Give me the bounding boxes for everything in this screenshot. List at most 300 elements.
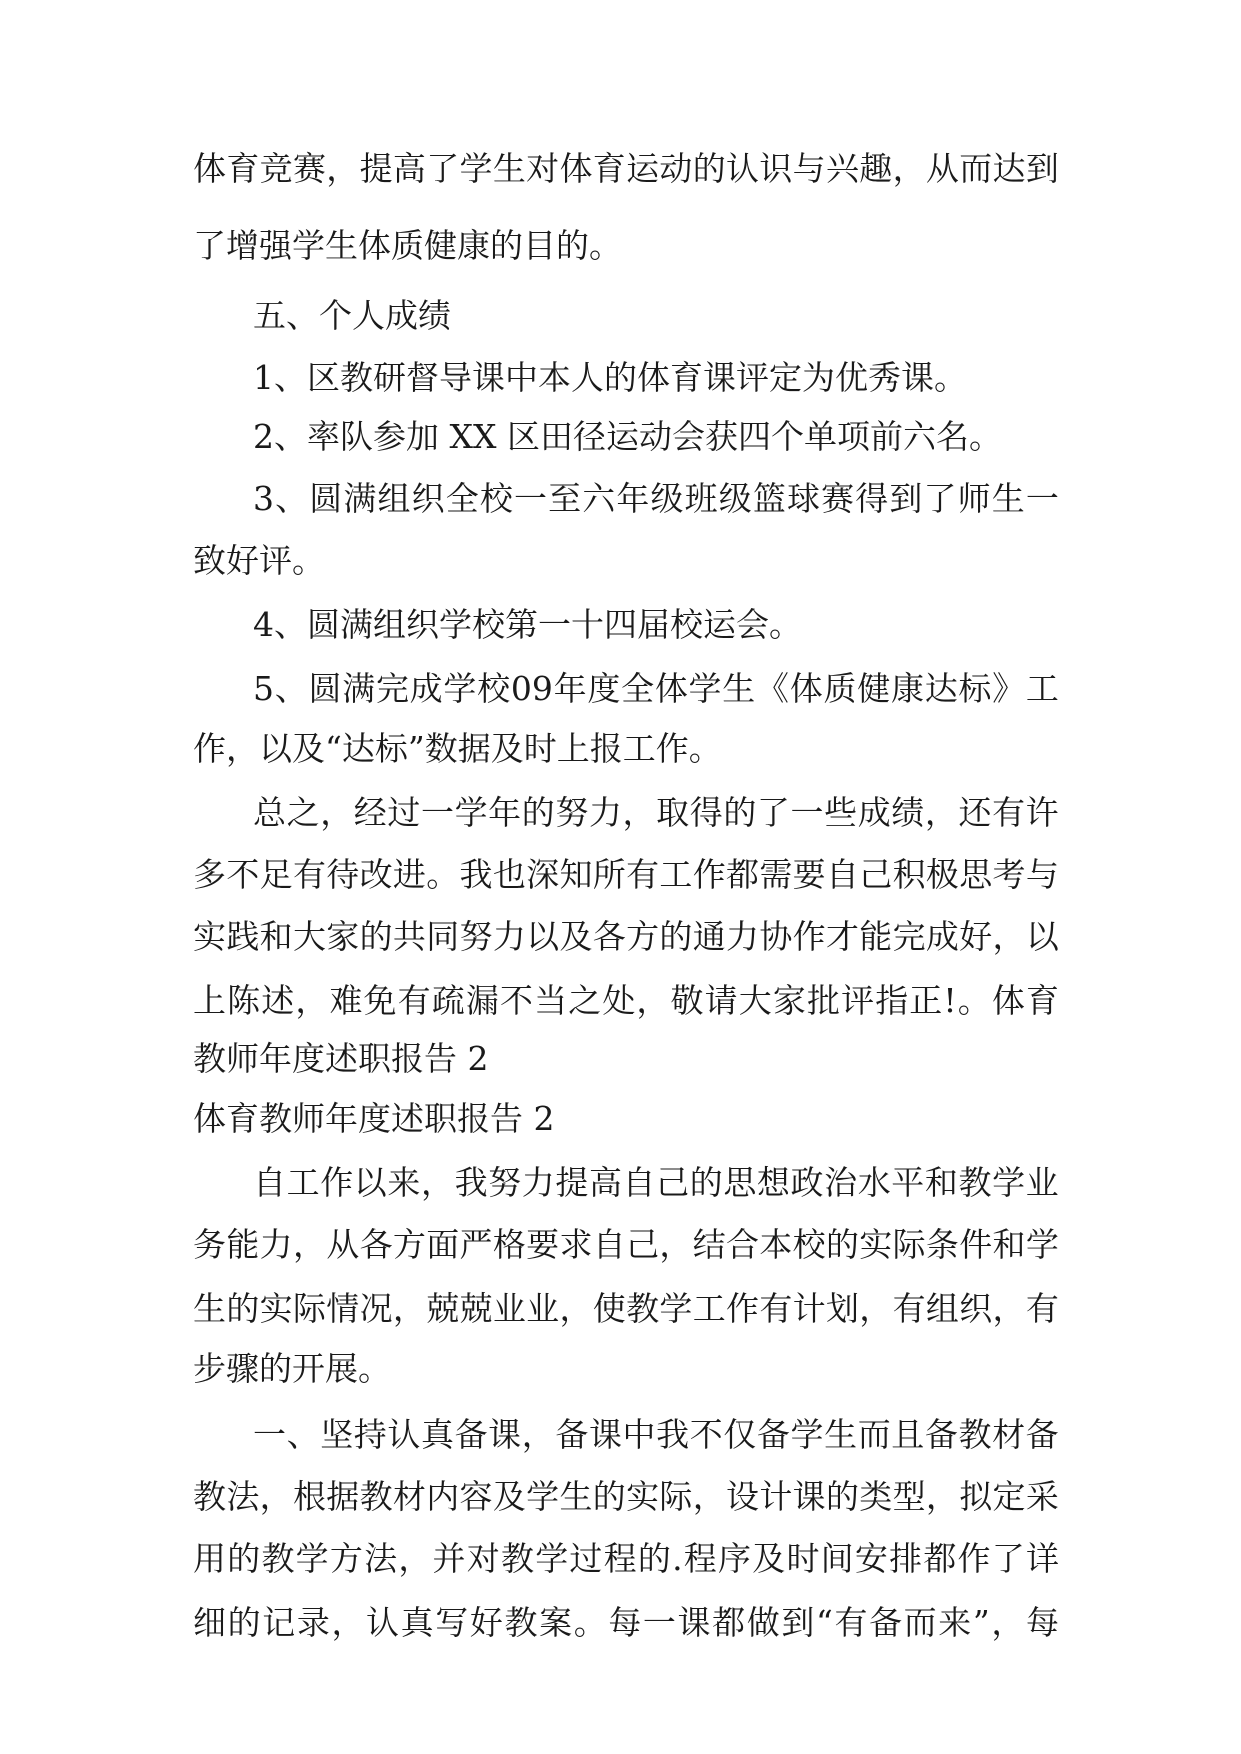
glyph: 到 — [889, 479, 923, 518]
glyph: 些 — [824, 793, 858, 832]
glyph: 不 — [689, 1415, 723, 1454]
glyph: 都 — [712, 1603, 746, 1642]
glyph: 作 — [792, 917, 826, 956]
glyph: 思 — [723, 1163, 757, 1202]
glyph: 类 — [859, 1477, 893, 1516]
glyph: 年 — [553, 669, 587, 708]
glyph: 一 — [514, 479, 547, 518]
glyph: 面 — [426, 1225, 460, 1264]
glyph: 进 — [392, 855, 426, 894]
glyph: 好 — [469, 1603, 503, 1642]
glyph: 序 — [718, 1539, 751, 1578]
glyph: ， — [859, 1289, 893, 1328]
text-line-content — [193, 914, 1059, 960]
text-line — [0, 146, 1241, 192]
glyph: 到 — [781, 1603, 815, 1642]
text-line — [0, 1222, 1241, 1268]
glyph: “ — [815, 1603, 833, 1642]
text-line — [0, 978, 1241, 1024]
text-line-content: 作，以及“达标”数据及时上报工作。 — [193, 729, 722, 768]
glyph: 和 — [259, 917, 293, 956]
glyph: 坚 — [320, 1415, 354, 1454]
glyph: 严 — [459, 1225, 493, 1264]
glyph: 圆 — [308, 669, 342, 708]
glyph: ， — [924, 793, 958, 832]
glyph: 践 — [226, 917, 260, 956]
glyph: 教 — [193, 1477, 226, 1516]
glyph: 努 — [555, 793, 589, 832]
glyph: 考 — [992, 855, 1026, 894]
glyph: 要 — [792, 855, 826, 894]
glyph: 了 — [426, 149, 460, 188]
glyph: 敬 — [670, 981, 704, 1020]
glyph: 自 — [825, 855, 859, 894]
glyph: 以 — [353, 1163, 387, 1202]
glyph: 治 — [824, 1163, 858, 1202]
glyph: 定 — [992, 1477, 1026, 1516]
text-line — [0, 726, 1241, 772]
glyph: 法 — [226, 1477, 260, 1516]
glyph: ， — [992, 1289, 1026, 1328]
glyph: 法 — [364, 1539, 398, 1578]
glyph: 总 — [253, 793, 286, 832]
glyph: 教 — [261, 1539, 295, 1578]
glyph: 用 — [193, 1539, 226, 1578]
glyph: ， — [636, 981, 670, 1020]
glyph: 做 — [746, 1603, 780, 1642]
glyph: 拟 — [959, 1477, 993, 1516]
text-line — [0, 1412, 1241, 1458]
glyph: 真 — [420, 1415, 454, 1454]
glyph: 圆 — [309, 479, 343, 518]
glyph: 学 — [526, 1477, 560, 1516]
glyph: 的 — [227, 1539, 261, 1578]
glyph: 中 — [622, 1415, 656, 1454]
glyph: ， — [331, 1603, 365, 1642]
glyph: 的 — [226, 1289, 260, 1328]
glyph: 极 — [925, 855, 959, 894]
glyph: 的 — [825, 1477, 859, 1516]
glyph: 球 — [787, 479, 820, 518]
glyph: 待 — [326, 855, 360, 894]
glyph: 要 — [526, 1225, 560, 1264]
glyph: 有 — [1025, 1289, 1059, 1328]
text-line-content — [193, 978, 1059, 1024]
glyph: 免 — [363, 981, 397, 1020]
glyph: 提 — [359, 149, 393, 188]
glyph: 结 — [692, 1225, 726, 1264]
text-line-content — [253, 666, 1059, 712]
glyph: ， — [420, 1163, 454, 1202]
glyph: 得 — [689, 793, 723, 832]
glyph: 六 — [582, 479, 616, 518]
text-line-content: 了增强学生体质健康的目的。 — [193, 226, 622, 265]
glyph: 的 — [689, 1163, 723, 1202]
glyph: 我 — [656, 1415, 690, 1454]
glyph: 我 — [454, 1163, 488, 1202]
text-line-content — [193, 852, 1059, 898]
glyph: 各 — [592, 917, 626, 956]
glyph: 大 — [292, 917, 326, 956]
glyph: 一 — [253, 1415, 286, 1454]
glyph: 《 — [756, 669, 790, 708]
glyph: 自 — [253, 1163, 286, 1202]
glyph: 至 — [548, 479, 582, 518]
glyph: 备 — [555, 1415, 589, 1454]
glyph: 安 — [854, 1539, 888, 1578]
glyph: 努 — [488, 1163, 522, 1202]
glyph: 班 — [684, 479, 718, 518]
glyph: 及 — [492, 1477, 526, 1516]
text-line-content — [193, 146, 1059, 192]
glyph: 平 — [891, 1163, 925, 1202]
glyph: 完 — [892, 917, 926, 956]
glyph: 了 — [923, 479, 957, 518]
glyph: 计 — [759, 1477, 793, 1516]
glyph: 从 — [326, 1225, 360, 1264]
glyph: 录 — [296, 1603, 330, 1642]
glyph: 内 — [426, 1477, 460, 1516]
glyph: 。 — [957, 981, 991, 1020]
text-line-content: 教师年度述职报告 2 — [193, 1039, 489, 1078]
text-line — [0, 355, 1241, 401]
glyph: 学 — [535, 1539, 569, 1578]
text-line — [0, 1346, 1241, 1392]
glyph: 方 — [392, 1225, 426, 1264]
glyph: 认 — [726, 149, 759, 188]
glyph: 通 — [692, 917, 726, 956]
glyph: 划 — [825, 1289, 859, 1328]
glyph: 都 — [726, 855, 759, 894]
glyph: 仅 — [723, 1415, 757, 1454]
glyph: 来 — [938, 1603, 972, 1642]
glyph: 备 — [1025, 1415, 1059, 1454]
glyph: 当 — [534, 981, 568, 1020]
glyph: 课 — [677, 1603, 711, 1642]
glyph: 的 — [659, 917, 693, 956]
glyph: 及 — [752, 1539, 786, 1578]
glyph: 了 — [991, 1539, 1025, 1578]
glyph: 批 — [806, 981, 840, 1020]
glyph: 工 — [659, 855, 693, 894]
glyph: 业 — [526, 1289, 560, 1328]
glyph: 组 — [377, 479, 411, 518]
glyph: 及 — [559, 917, 593, 956]
glyph: 教 — [504, 1603, 538, 1642]
glyph: 组 — [925, 1289, 959, 1328]
glyph: 力 — [521, 1163, 555, 1202]
glyph: 大 — [738, 981, 772, 1020]
glyph: 述 — [261, 981, 295, 1020]
text-line-content: 1、区教研督导课中本人的体育课评定为优秀课。 — [253, 358, 967, 397]
glyph: 学 — [659, 1289, 693, 1328]
glyph: 生 — [193, 1289, 226, 1328]
glyph: 育 — [1026, 981, 1059, 1020]
glyph: ， — [320, 793, 354, 832]
glyph: 好 — [959, 917, 993, 956]
glyph: 成 — [925, 917, 959, 956]
glyph: 生 — [559, 1477, 593, 1516]
glyph: 都 — [923, 1539, 957, 1578]
glyph: 条 — [925, 1225, 959, 1264]
glyph: 程 — [683, 1539, 717, 1578]
glyph: 而 — [903, 1603, 937, 1642]
glyph: 情 — [326, 1289, 360, 1328]
glyph: 处 — [602, 981, 636, 1020]
text-line — [0, 790, 1241, 836]
glyph: 校 — [479, 479, 513, 518]
glyph: 工 — [286, 1163, 320, 1202]
glyph: 体 — [789, 669, 823, 708]
glyph: 来 — [387, 1163, 421, 1202]
glyph: 校 — [792, 1225, 826, 1264]
glyph: 格 — [492, 1225, 526, 1264]
glyph: 兢 — [459, 1289, 493, 1328]
glyph: ， — [892, 149, 926, 188]
glyph: 也 — [492, 855, 526, 894]
glyph: 备 — [756, 1415, 790, 1454]
glyph: 才 — [825, 917, 859, 956]
glyph: 深 — [526, 855, 560, 894]
glyph: ， — [692, 1477, 726, 1516]
glyph: 有 — [892, 1289, 926, 1328]
glyph: 想 — [756, 1163, 790, 1202]
glyph: 足 — [259, 855, 293, 894]
glyph: 兢 — [426, 1289, 460, 1328]
glyph: 疏 — [431, 981, 465, 1020]
glyph: 力 — [259, 1225, 293, 1264]
glyph: 力 — [492, 917, 526, 956]
glyph: 动 — [659, 149, 693, 188]
glyph: 高 — [588, 1163, 622, 1202]
glyph: ， — [259, 1477, 293, 1516]
text-line — [0, 1096, 1241, 1142]
glyph: 满 — [343, 479, 377, 518]
text-line — [0, 1474, 1241, 1520]
glyph: 一 — [642, 1603, 676, 1642]
glyph: ” — [972, 1603, 990, 1642]
glyph: ， — [398, 1539, 432, 1578]
glyph: 工 — [692, 1289, 726, 1328]
glyph: 方 — [626, 917, 660, 956]
text-line — [0, 602, 1241, 648]
glyph: 全 — [445, 479, 479, 518]
glyph: 而 — [857, 1415, 891, 1454]
text-line — [0, 476, 1241, 522]
glyph: 务 — [193, 1225, 226, 1264]
glyph: 自 — [592, 1225, 626, 1264]
text-line — [0, 1286, 1241, 1332]
glyph: 达 — [924, 669, 958, 708]
glyph: 有 — [626, 855, 660, 894]
glyph: 09 — [510, 669, 553, 708]
glyph: 况 — [359, 1289, 393, 1328]
glyph: 的 — [825, 1225, 859, 1264]
glyph: 己 — [626, 1225, 660, 1264]
text-line-content — [253, 476, 1059, 522]
glyph: 的 — [227, 1603, 261, 1642]
glyph: 生 — [991, 479, 1025, 518]
glyph: 赛 — [821, 479, 855, 518]
glyph: 。 — [426, 855, 460, 894]
glyph: 型 — [892, 1477, 926, 1516]
glyph: ， — [992, 917, 1026, 956]
glyph: 之 — [286, 793, 320, 832]
text-line — [0, 1036, 1241, 1082]
glyph: 、 — [274, 669, 308, 708]
glyph: 业 — [492, 1289, 526, 1328]
glyph: 了 — [756, 793, 790, 832]
glyph: 且 — [891, 1415, 925, 1454]
glyph: 的 — [637, 1539, 671, 1578]
glyph: 实 — [193, 917, 226, 956]
glyph: 材 — [992, 1415, 1026, 1454]
glyph: 篮 — [752, 479, 786, 518]
glyph: 度 — [587, 669, 621, 708]
glyph: 使 — [592, 1289, 626, 1328]
glyph: 标 — [958, 669, 992, 708]
glyph: 赛 — [292, 149, 326, 188]
glyph: 师 — [957, 479, 991, 518]
glyph: 育 — [226, 149, 260, 188]
glyph: 生 — [492, 149, 526, 188]
glyph: 满 — [342, 669, 376, 708]
glyph: 质 — [823, 669, 857, 708]
glyph: 力 — [588, 793, 622, 832]
glyph: 每 — [1025, 1603, 1059, 1642]
glyph: 对 — [466, 1539, 500, 1578]
glyph: 评 — [841, 981, 875, 1020]
glyph: 的 — [723, 793, 757, 832]
glyph: ， — [622, 793, 656, 832]
glyph: 水 — [857, 1163, 891, 1202]
glyph: 采 — [1025, 1477, 1059, 1516]
glyph: 详 — [1025, 1539, 1059, 1578]
glyph: 际 — [292, 1289, 326, 1328]
glyph: 备 — [869, 1603, 903, 1642]
glyph: 各 — [359, 1225, 393, 1264]
glyph: 教 — [626, 1289, 660, 1328]
glyph: 5 — [253, 669, 274, 708]
glyph: 每 — [608, 1603, 642, 1642]
glyph: 学 — [992, 1163, 1026, 1202]
glyph: 的 — [592, 1477, 626, 1516]
glyph: 作 — [320, 1163, 354, 1202]
glyph: 全 — [621, 669, 655, 708]
glyph: 际 — [659, 1477, 693, 1516]
glyph: 有 — [759, 1289, 793, 1328]
glyph: 。 — [573, 1603, 607, 1642]
glyph: 学 — [688, 669, 722, 708]
glyph: 间 — [820, 1539, 854, 1578]
glyph: 过 — [387, 793, 421, 832]
text-line-content — [193, 1536, 1059, 1582]
glyph: 从 — [925, 149, 959, 188]
glyph: ， — [925, 1477, 959, 1516]
glyph: ， — [559, 1289, 593, 1328]
glyph: 健 — [857, 669, 891, 708]
glyph: 成 — [409, 669, 443, 708]
glyph: 合 — [726, 1225, 759, 1264]
glyph: 对 — [526, 149, 560, 188]
glyph: 己 — [656, 1163, 690, 1202]
glyph: 到 — [1025, 149, 1059, 188]
glyph: 有 — [992, 793, 1026, 832]
text-line-content — [253, 1160, 1059, 1206]
glyph: 力 — [726, 917, 759, 956]
glyph: 所 — [592, 855, 626, 894]
glyph: 细 — [193, 1603, 226, 1642]
glyph: 经 — [353, 793, 387, 832]
glyph: 陈 — [227, 981, 261, 1020]
glyph: 努 — [459, 917, 493, 956]
text-line-content — [193, 1286, 1059, 1332]
glyph: 校 — [477, 669, 511, 708]
glyph: 能 — [226, 1225, 260, 1264]
glyph: ， — [326, 149, 360, 188]
glyph: 本 — [759, 1225, 793, 1264]
glyph: 积 — [892, 855, 926, 894]
glyph: 取 — [656, 793, 690, 832]
text-line-content — [193, 1222, 1059, 1268]
glyph: 己 — [859, 855, 893, 894]
glyph: 得 — [855, 479, 889, 518]
glyph: 需 — [759, 855, 793, 894]
glyph: 体 — [654, 669, 688, 708]
glyph: 学 — [295, 1539, 329, 1578]
text-line-content: 4、圆满组织学校第一十四届校运会。 — [253, 605, 802, 644]
glyph: 一 — [420, 793, 454, 832]
glyph: 学 — [790, 1415, 824, 1454]
text-line — [0, 666, 1241, 712]
glyph: 实 — [259, 1289, 293, 1328]
glyph: 体 — [991, 981, 1025, 1020]
glyph: 而 — [959, 149, 993, 188]
glyph: 多 — [193, 855, 226, 894]
glyph: 教 — [359, 1477, 393, 1516]
glyph: 家 — [326, 917, 360, 956]
text-line — [0, 914, 1241, 960]
glyph: 容 — [459, 1477, 493, 1516]
glyph: 政 — [790, 1163, 824, 1202]
glyph: 还 — [958, 793, 992, 832]
text-line — [0, 852, 1241, 898]
glyph: 作 — [957, 1539, 991, 1578]
glyph: 改 — [359, 855, 393, 894]
glyph: 运 — [626, 149, 660, 188]
glyph: 根 — [292, 1477, 326, 1516]
glyph: 的 — [521, 793, 555, 832]
glyph: 工 — [1025, 669, 1059, 708]
glyph: 不 — [226, 855, 260, 894]
glyph: 并 — [432, 1539, 466, 1578]
glyph: 体 — [193, 149, 226, 188]
glyph: 级 — [650, 479, 684, 518]
glyph: 课 — [488, 1415, 522, 1454]
glyph: 织 — [959, 1289, 993, 1328]
glyph: ， — [295, 981, 329, 1020]
text-line-content — [193, 1474, 1059, 1520]
glyph: 上 — [193, 981, 226, 1020]
glyph: 业 — [1025, 1163, 1059, 1202]
glyph: 学 — [1025, 1225, 1059, 1264]
glyph: 请 — [704, 981, 738, 1020]
glyph: 持 — [353, 1415, 387, 1454]
glyph: 过 — [569, 1539, 603, 1578]
glyph: 漏 — [465, 981, 499, 1020]
glyph: 有 — [834, 1603, 868, 1642]
glyph: 学 — [443, 669, 477, 708]
